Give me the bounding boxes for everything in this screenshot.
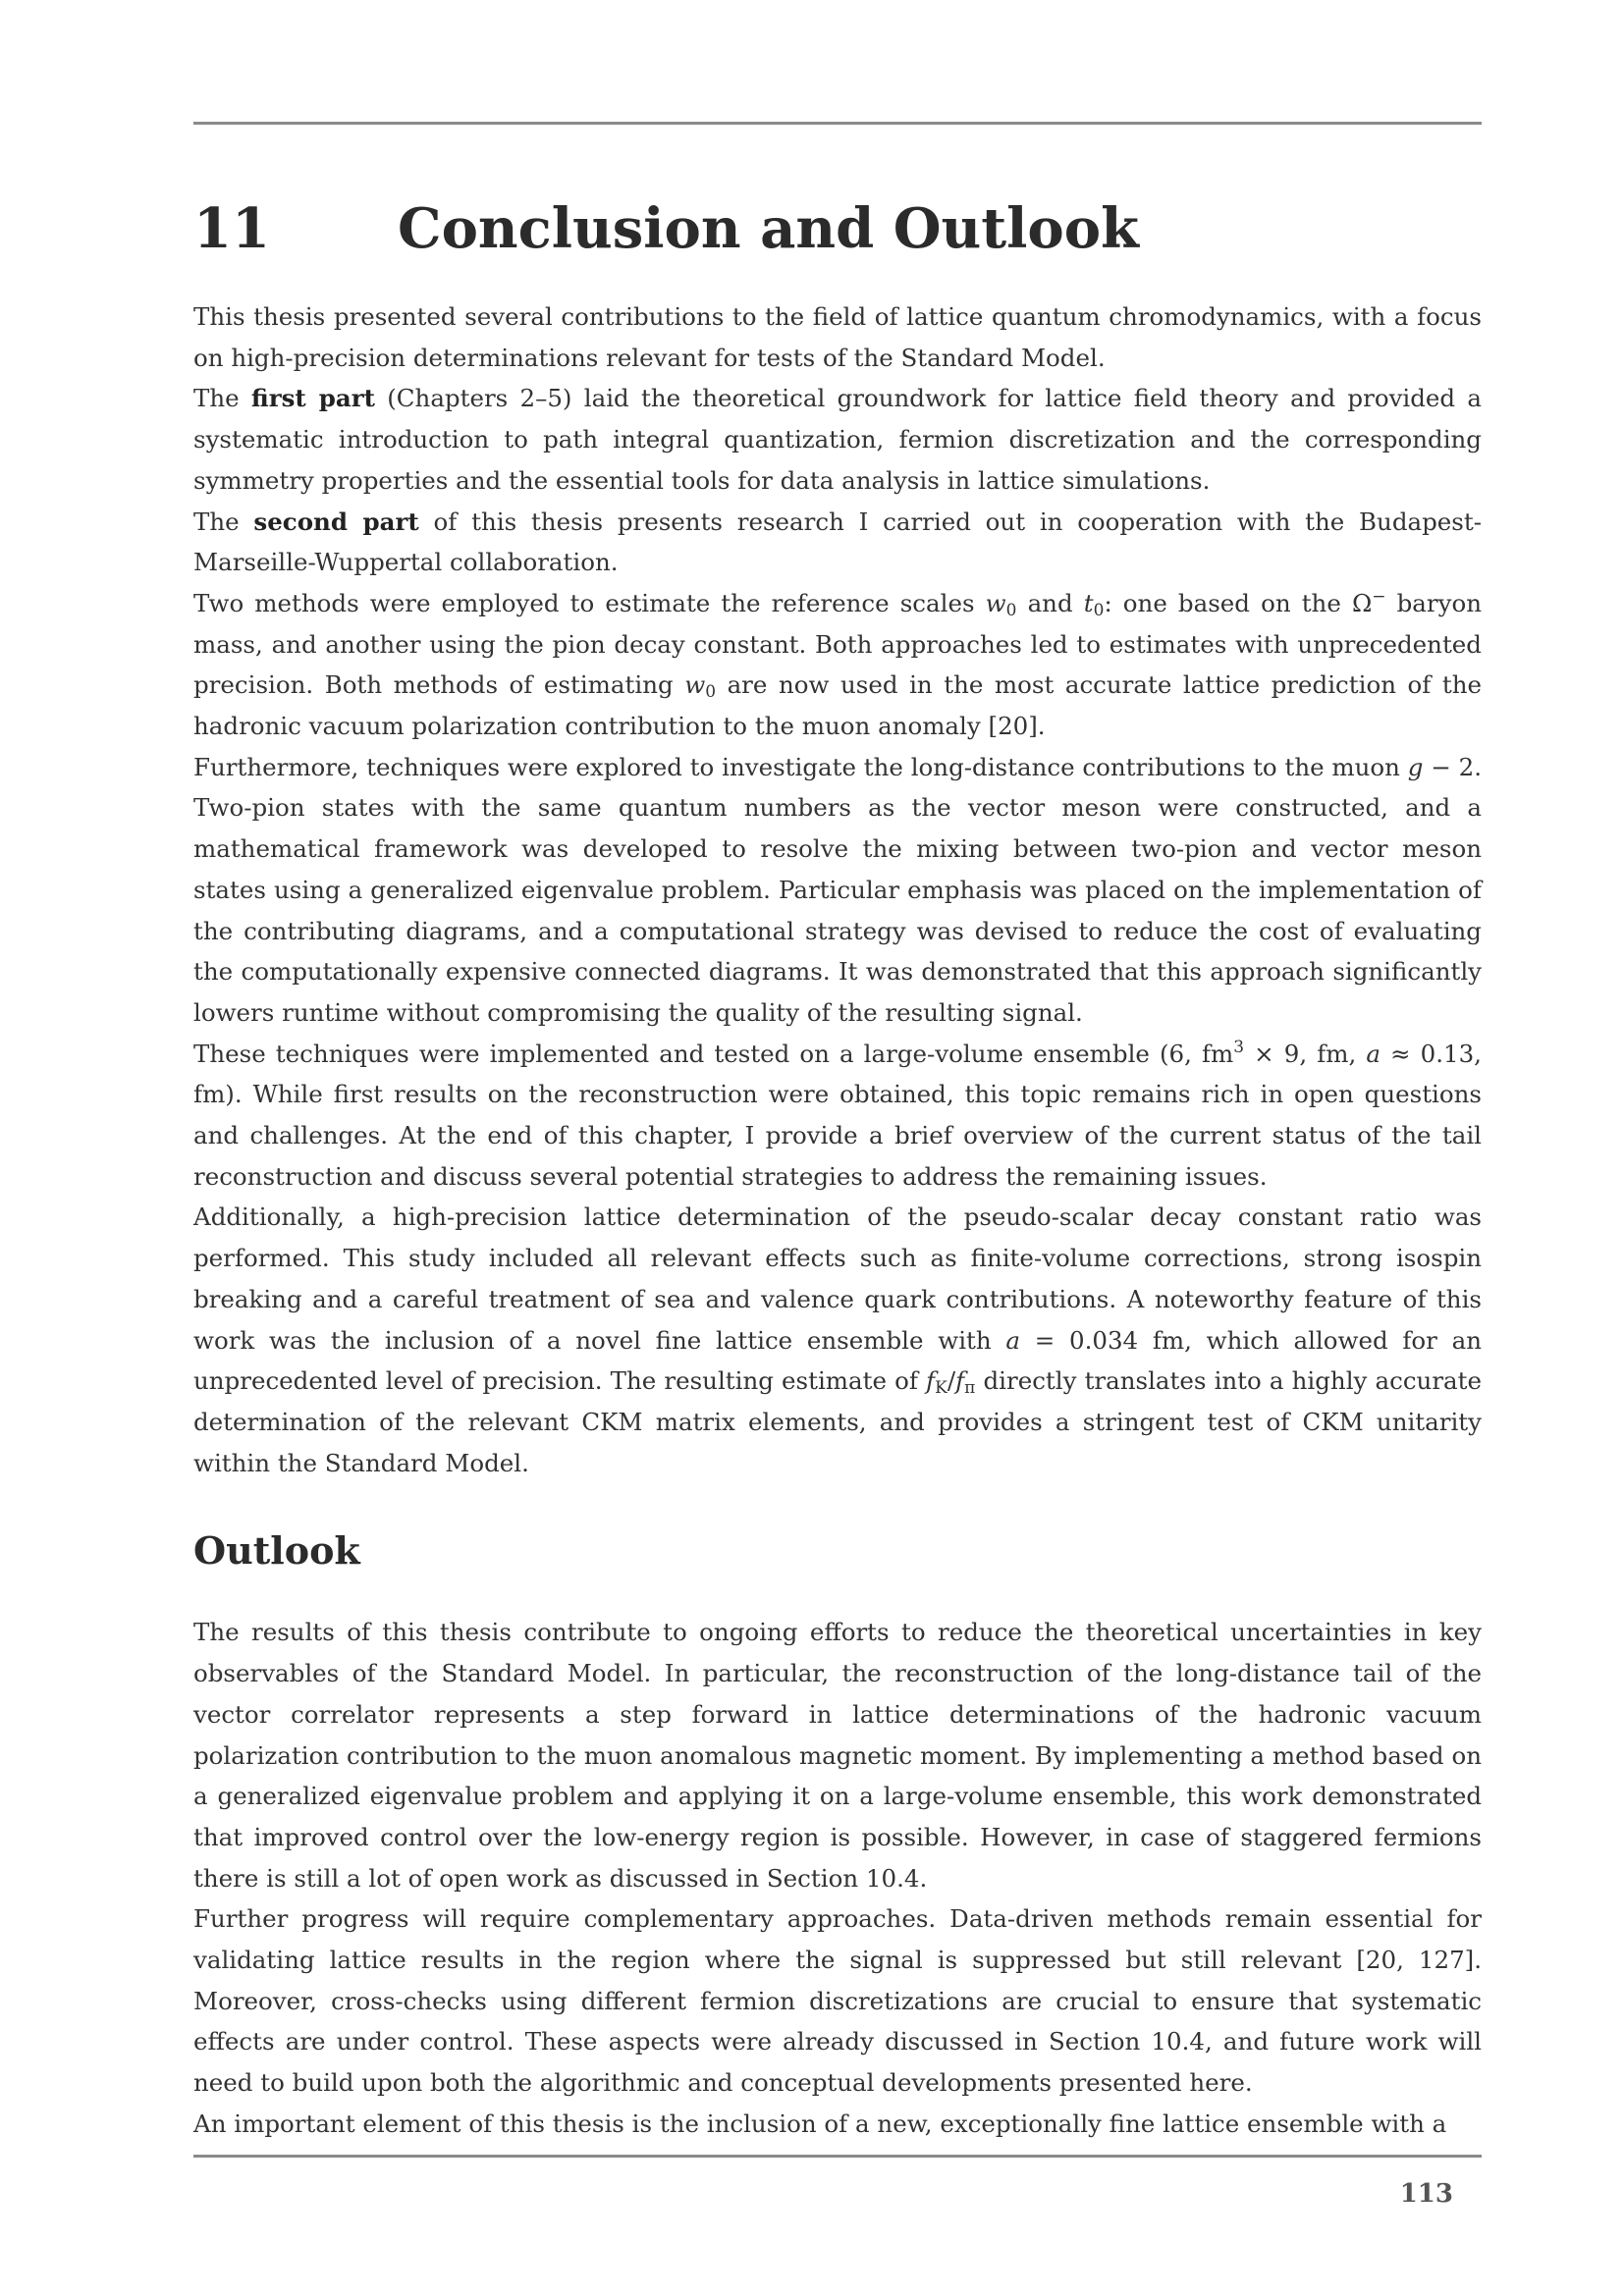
text-run: Furthermore, techniques were explored to investigate the long-distance contributions to the muon (193, 752, 1408, 781)
math-sub: π (964, 1378, 976, 1399)
chapter-heading (193, 194, 1482, 263)
bold-term-second-part: second part (253, 507, 419, 536)
main-text (193, 296, 1482, 2145)
math-sub: K (935, 1378, 947, 1399)
paragraph-outlook-1: The results of this thesis contribute to ongoing efforts to reduce the theoretical uncertainties in key observables of the Standard Model. In particular, the reconstruction of the long-distance tail of the vector correlator represents a step forward in lattice determinations of the hadronic vacuum polarization contribution to the muon anomalous magnetic moment. By implementing a method based on a generalized eigenvalue problem and applying it on a large-volume ensemble, this work demonstrated that improved control over the low-energy region is possible. However, in case of staggered fermions there is still a lot of open work as discussed in Section 10.4. (193, 1618, 1482, 1893)
text-run: Two methods were employed to estimate the reference scales (193, 588, 986, 617)
text-run: (Chapters 2–5) laid the theoretical groundwork for lattice field theory and provided a systematic introduction to path integral quantization, fermion discretization and the corresponding symmetry properties and the essential tools for data analysis in lattice simulations. (193, 384, 1482, 495)
math-sup: − (1372, 586, 1386, 607)
text-run: The (193, 384, 251, 413)
text-run: baryon mass, and another using the pion decay constant. Both approaches led to estimates with unprecedented precision. Both methods of estimating (193, 588, 1482, 700)
math-sub: 0 (1005, 600, 1017, 620)
text-run: × 9, fm, (1244, 1039, 1367, 1068)
paragraph-ensemble (193, 1034, 1482, 1198)
text-run: and (1016, 588, 1084, 617)
math-slash: / (947, 1366, 956, 1396)
text-run: Additionally, a high-precision lattice determination of the pseudo-scalar decay constant ratio was performed. This study included all relevant effects such as finite-volume corrections, strong isospin breaking and a careful treatment of sea and valence quark contributions. A noteworthy feature of this work was the inclusion of a novel fine lattice ensemble with (193, 1202, 1482, 1355)
math-var: f (926, 1366, 936, 1396)
text-run: = 0.034 fm, which allowed for an unprecedented level of precision. The resulting estimate of (193, 1325, 1483, 1396)
paragraph-first-part (193, 378, 1482, 501)
paragraph-outlook-2: Further progress will require complementary approaches. Data-driven methods remain essential for validating lattice results in the region where the signal is suppressed but still relevant [20, 127]. Moreover, cross-checks using different fermion discretizations are crucial to ensure that systematic effects are under control. These aspects were already discussed in Section 10.4, and future work will need to build upon both the algorithmic and conceptual developments presented here. (193, 1904, 1482, 2098)
paragraph-decay-constant (193, 1197, 1482, 1483)
chapter-title: Conclusion and Outlook (398, 196, 1139, 261)
math-var: a (1005, 1325, 1020, 1355)
math-var: g (1407, 752, 1424, 781)
text-run: of this thesis presents research I carried out in cooperation with the Budapest-Marseille-Wuppertal collaboration. (193, 507, 1482, 577)
text-run: are now used in the most accurate lattice prediction of the hadronic vacuum polarization contribution to the muon anomaly [20]. (193, 670, 1483, 741)
paragraph-muon (193, 747, 1482, 1034)
math-var: w (985, 588, 1006, 617)
text-run: − 2. Two-pion states with the same quantum numbers as the vector meson were constructed, and a mathematical framework was developed to resolve the mixing between two-pion and vector meson states using a generalized eigenvalue problem. Particular emphasis was placed on the implementation of the contributing diagrams, and a computational strategy was devised to reduce the cost of evaluating the computationally expensive connected diagrams. It was demonstrated that this approach significantly lowers runtime without compromising the quality of the resulting signal. (193, 752, 1482, 1027)
text-run: : one based on the Ω (1104, 588, 1373, 617)
math-sub: 0 (705, 682, 717, 703)
text-run: ≈ 0.13, fm). While first results on the reconstruction were obtained, this topic remains rich in open questions and challenges. At the end of this chapter, I provide a brief overview of the current status of the tail reconstruction and discuss several potential strategies to address the remaining issues. (193, 1039, 1482, 1191)
math-var: a (1366, 1039, 1380, 1068)
text-run: The (193, 507, 254, 536)
math-var: f (955, 1366, 965, 1396)
paragraph-outlook-3: An important element of this thesis is the inclusion of a new, exceptionally fine lattice ensemble with a (193, 2109, 1447, 2138)
paragraph-intro: This thesis presented several contributions to the field of lattice quantum chromodynamics, with a focus on high-precision determinations relevant for tests of the Standard Model. (193, 302, 1482, 372)
text-run: These techniques were implemented and tested on a large-volume ensemble (6, fm (193, 1039, 1234, 1068)
paragraph-scales (193, 583, 1482, 747)
footer-rule (193, 2155, 1482, 2158)
outlook-heading: Outlook (193, 1528, 360, 1574)
text-run: directly translates into a highly accurate determination of the relevant CKM matrix elements, and provides a stringent test of CKM unitarity within the Standard Model. (193, 1366, 1482, 1477)
chapter-number: 11 (193, 196, 270, 261)
header-rule (193, 122, 1482, 125)
bold-term-first-part: first part (250, 384, 375, 413)
page-number: 113 (1399, 2179, 1453, 2209)
math-sup: 3 (1233, 1037, 1245, 1057)
math-sub: 0 (1093, 600, 1105, 620)
math-var: w (684, 670, 706, 700)
paragraph-second-part (193, 502, 1482, 583)
math-var: t (1083, 588, 1094, 617)
